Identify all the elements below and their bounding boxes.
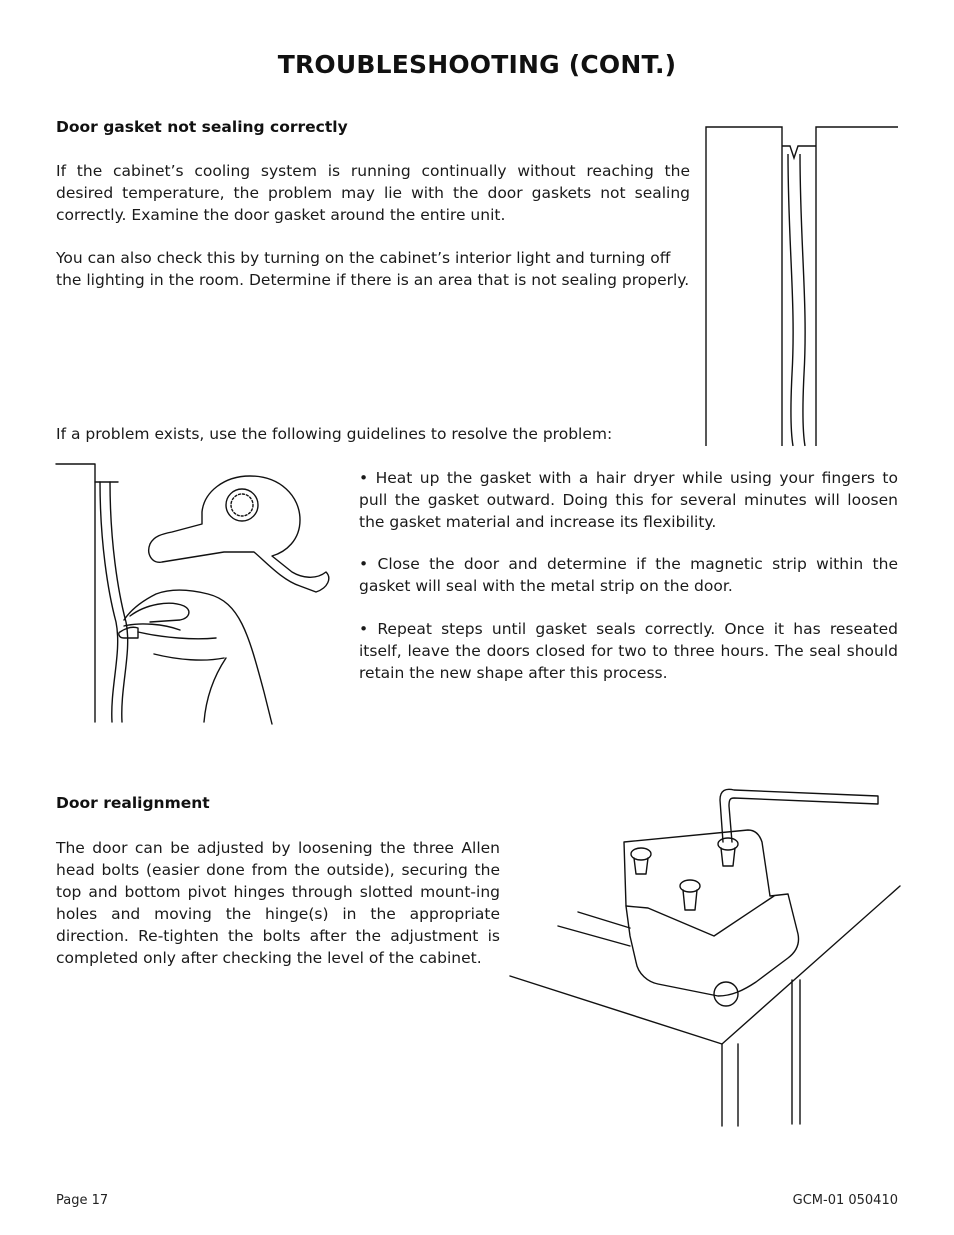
gasket-paragraph-2: You can also check this by turning on the cabinet’s interior light and turning off the lighting in the room. Determine if there is an area that is not sealing properly. [56,249,690,289]
gasket-heading: Door gasket not sealing correctly [56,118,348,136]
gasket-line-2 [800,154,805,446]
hand [124,590,272,724]
gasket-outline [782,146,816,158]
gasket-line-1 [788,154,793,446]
bolt-2 [718,838,738,866]
cabinet-top-edge [510,976,722,1126]
page-title: TROUBLESHOOTING (CONT.) [277,50,677,79]
realign-heading: Door realignment [56,794,210,812]
step-1: • Heat up the gasket with a hair dryer while using your fingers to pull the gasket outward. Doing this for several minutes will loosen the gasket material and increase its flexibility. [359,469,898,531]
allen-key [720,789,878,842]
gasket-paragraph-3: If a problem exists, use the following guidelines to resolve the problem: [56,425,613,443]
step-2: • Close the door and determine if the magnetic strip within the gasket will seal with the metal strip on the door. [359,555,898,595]
page-number: Page 17 [56,1193,109,1208]
hinge-diagram [508,786,900,1126]
hinge-pivot-hole [714,982,738,1006]
hair-dryer-illustration [54,462,334,724]
bolt-1 [631,848,651,874]
step-3: • Repeat steps until gasket seals correctly. Once it has reseated itself, leave the doors closed for two to three hours. The seal should retain the new shape after this process. [359,620,898,682]
gasket-diagram [704,124,900,446]
cabinet-wall-left [706,127,782,446]
door-edge-right [816,127,898,446]
document-code: GCM-01 050410 [792,1193,898,1208]
dryer-body [149,476,329,592]
door-edge [56,464,95,722]
realign-paragraph: The door can be adjusted by loosening the three Allen head bolts (easier done from the outside), securing the top and bottom pivot hinges through slotted mount-ing holes and moving the hinge(s) in the appropriate direction. Re-tighten the bolts after the adjustment is completed only after checking the level of the cabinet. [56,839,500,967]
bolt-3 [680,880,700,910]
gasket-paragraph-1: If the cabinet’s cooling system is running continually without reaching the desired temperature, the problem may lie with the door gaskets not sealing correctly. Examine the door gasket around the entire unit. [56,162,690,224]
